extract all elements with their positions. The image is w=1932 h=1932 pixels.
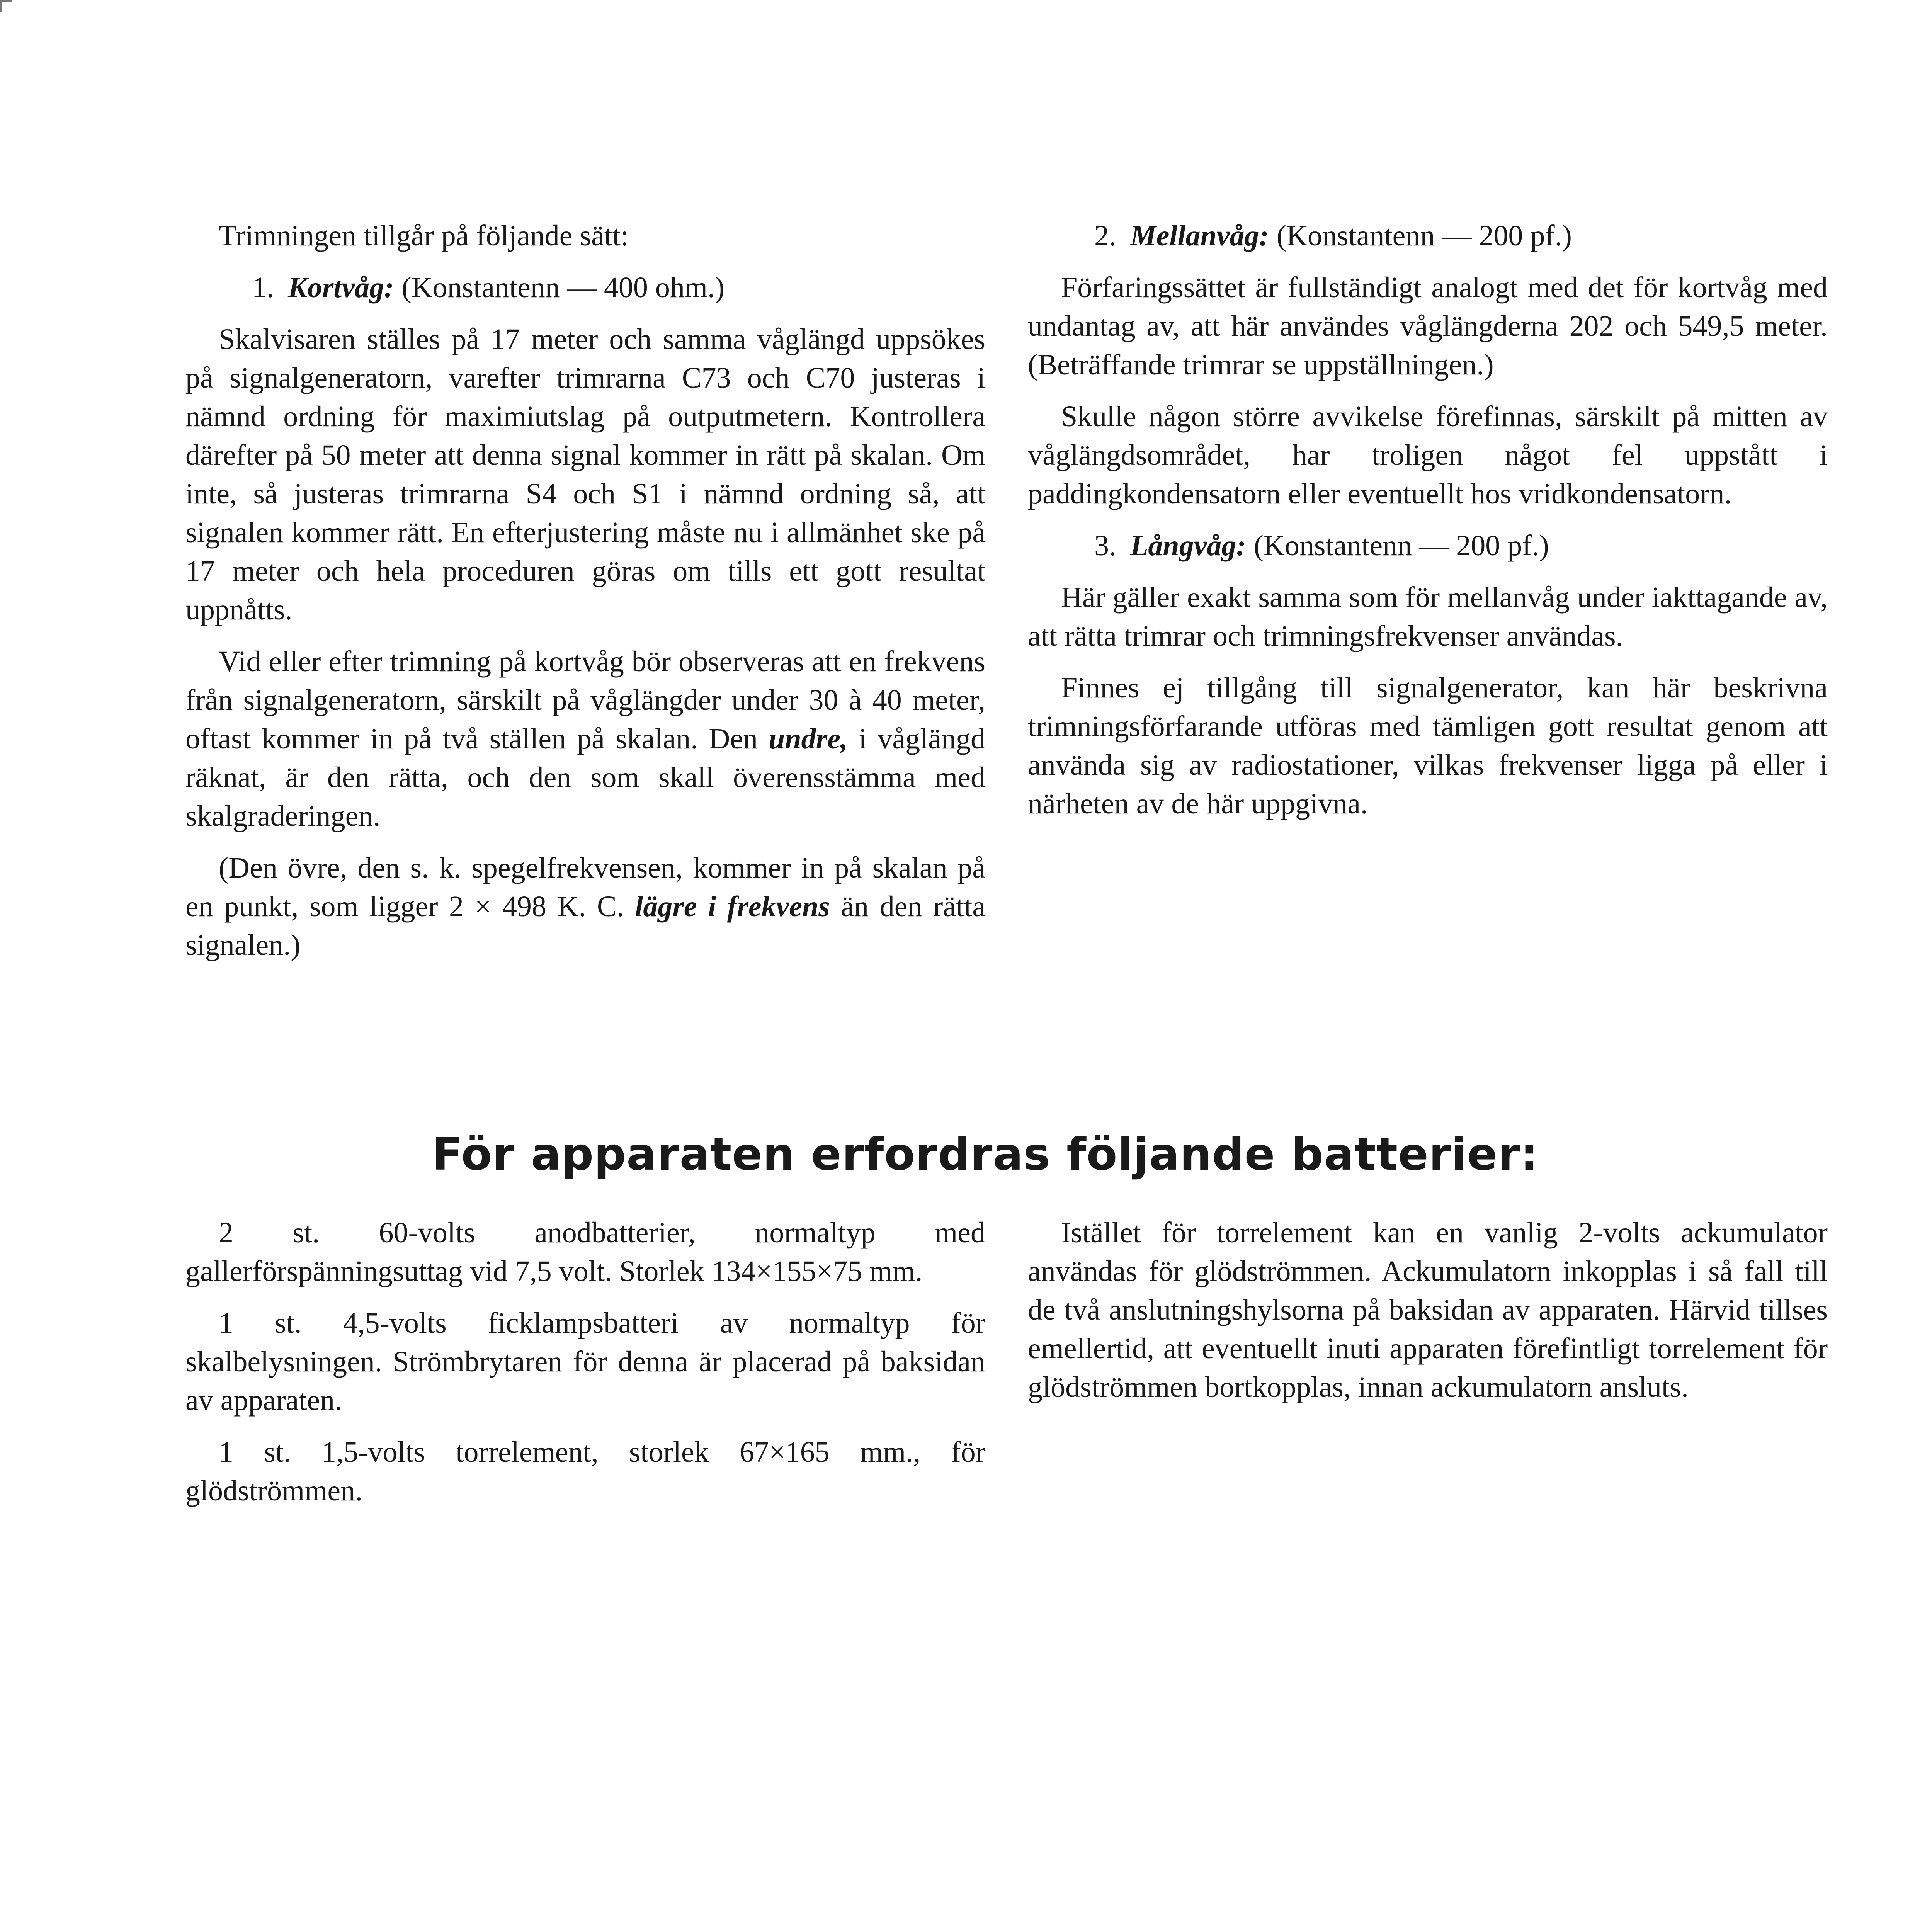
mellanvag-paragraph: Förfaringssättet är fullständigt analogt med det för kortvåg med undantag av, att här användes våglängderna 202 och 549,5 meter. (Beträffande trimrar se uppställningen.) bbox=[1028, 271, 1828, 381]
text-run: i våglängd räknat, är den rätta, och den som skall överensstämma med skalgraderingen. bbox=[185, 723, 985, 832]
item-term: Mellanvåg: bbox=[1130, 219, 1269, 252]
observation-paragraph bbox=[185, 642, 985, 835]
item-detail: (Konstantenn — 400 ohm.) bbox=[401, 271, 725, 304]
battery-item-torrelement: 1 st. 1,5-volts torrelement, storlek 67×165 mm., för glödströmmen. bbox=[185, 1436, 985, 1507]
item-detail: (Konstantenn — 200 pf.) bbox=[1253, 529, 1549, 562]
item-term: Kortvåg: bbox=[288, 271, 394, 304]
item-kortvag bbox=[185, 268, 985, 307]
scan-corner-mark bbox=[0, 0, 12, 12]
item-mellanvag bbox=[1028, 216, 1828, 255]
langvag-paragraph: Här gäller exakt samma som för mellanvåg under iakttagande av, att rätta trimrar och trimningsfrekvenser användas. bbox=[1028, 581, 1828, 652]
batteries-heading: För apparaten erfordras följande batterier: bbox=[432, 1128, 1539, 1180]
text-run: (Den övre, den s. k. spegelfrekvensen, kommer in på skalan på en punkt, som ligger 2 × 498 K. C. bbox=[185, 852, 985, 923]
batteries-right-column bbox=[1028, 1213, 1828, 1420]
kortvag-paragraph: Skalvisaren ställes på 17 meter och samma våglängd uppsökes på signalgeneratorn, varefter trimrarna C73 och C70 justeras i nämnd ordning för maximiutslag på outputmetern. Kontrollera därefter på 50 meter att denna signal kommer in rätt på skalan. Om inte, så justeras trimrarna S4 och S1 i nämnd ordning så, att signalen kommer rätt. En efterjustering måste nu i allmänhet ske på 17 meter och hela proceduren göras om tills ett gott resultat uppnåtts. bbox=[185, 323, 985, 626]
radiostation-paragraph: Finnes ej tillgång till signalgenerator, kan här beskrivna trimningsförfarande utföras med tämligen gott resultat genom att använda sig av radiostationer, vilkas frekvenser ligga på eller i närheten av de här uppgivna. bbox=[1028, 672, 1828, 820]
emphasis-text: lägre i frekvens bbox=[635, 890, 830, 923]
right-column bbox=[1028, 216, 1828, 836]
item-number: 2. bbox=[1094, 219, 1116, 252]
spegelfrekvens-paragraph bbox=[185, 849, 985, 964]
deviation-paragraph: Skulle någon större avvikelse förefinnas, särskilt på mitten av våglängdsområdet, har troligen något fel uppstått i paddingkondensatorn eller eventuellt hos vridkondensatorn. bbox=[1028, 400, 1828, 510]
item-langvag bbox=[1028, 526, 1828, 565]
ackumulator-paragraph: Istället för torrelement kan en vanlig 2-volts ackumulator användas för glödströmmen. Ackumulatorn inkopplas i så fall till de två anslutningshylsorna på baksidan av apparaten. Härvid tillses emellertid, att eventuellt inuti apparaten förefintligt torrelement för glödströmmen bortkopplas, innan ackumulatorn ansluts. bbox=[1028, 1216, 1828, 1403]
battery-item-ficklampa: 1 st. 4,5-volts ficklampsbatteri av normaltyp för skalbelysningen. Strömbrytaren för denna är placerad på baksidan av apparaten. bbox=[185, 1307, 985, 1417]
batteries-left-column bbox=[185, 1213, 985, 1523]
text-run: än den rätta signalen.) bbox=[185, 890, 986, 961]
left-column bbox=[185, 216, 985, 978]
text-run: Vid eller efter trimning på kortvåg bör observeras att en frekvens från signalgeneratorn, särskilt på våglängder under 30 à 40 meter, oftast kommer in på två ställen på skalan. Den bbox=[185, 645, 985, 755]
intro-text: Trimningen tillgår på följande sätt: bbox=[219, 219, 629, 252]
item-detail: (Konstantenn — 200 pf.) bbox=[1276, 219, 1572, 252]
item-number: 3. bbox=[1094, 529, 1116, 562]
emphasis-text: undre, bbox=[769, 723, 848, 755]
item-term: Långvåg: bbox=[1130, 529, 1246, 562]
battery-item-anod: 2 st. 60-volts anodbatterier, normaltyp med gallerförspänningsuttag vid 7,5 volt. Storlek 134×155×75 mm. bbox=[185, 1216, 985, 1287]
item-number: 1. bbox=[252, 271, 274, 304]
